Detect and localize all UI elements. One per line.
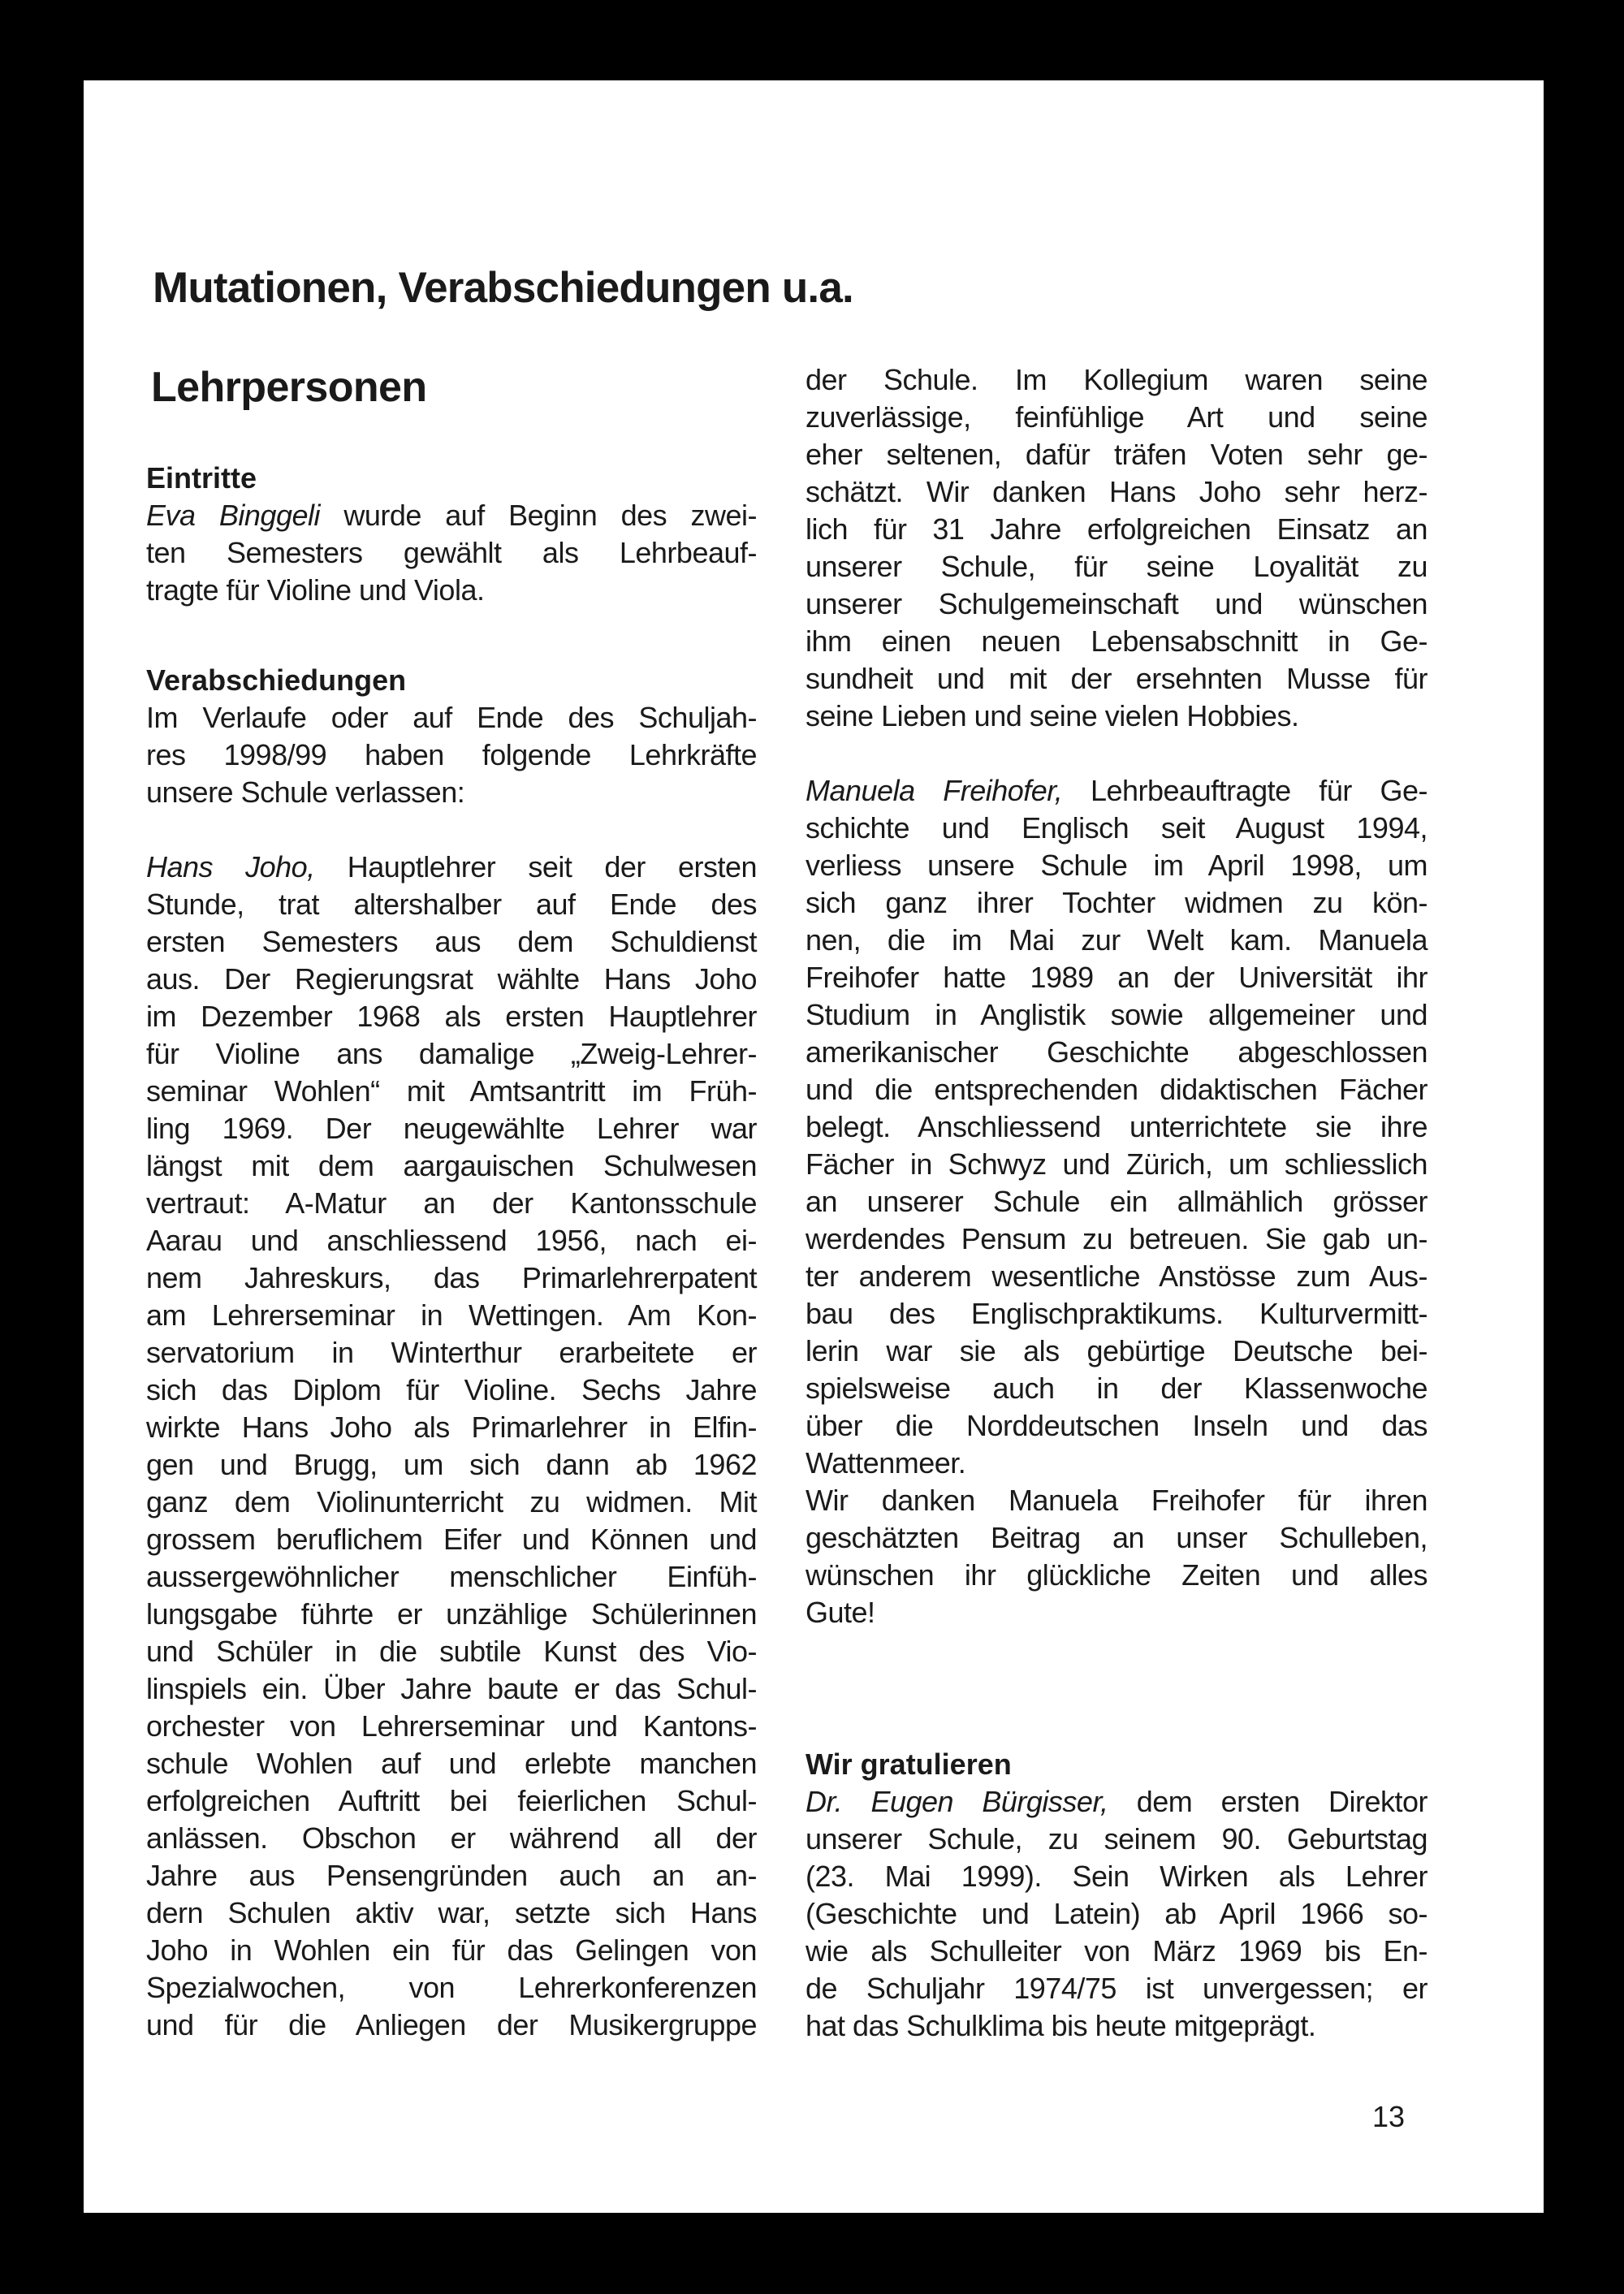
text-line	[806, 399, 1427, 436]
text-line	[806, 1970, 1427, 2007]
line-text: verliess unsere Schule im April 1998, um	[806, 849, 1427, 882]
line-text: de Schuljahr 1974/75 ist unvergessen; er	[806, 1972, 1427, 2005]
text-line	[806, 1858, 1427, 1895]
line-text: und Schüler in die subtile Kunst des Vio-	[146, 1635, 757, 1668]
text-line	[806, 810, 1427, 847]
paragraph	[806, 1482, 1427, 1631]
text-section	[146, 460, 757, 609]
text-line	[146, 1670, 757, 1708]
section-title: Lehrpersonen	[151, 364, 427, 411]
text-line	[146, 1932, 757, 1969]
text-line	[146, 497, 757, 534]
text-line	[146, 534, 757, 572]
line-text: dem ersten Direktor	[1108, 1785, 1427, 1818]
line-text: seine Lieben und seine vielen Hobbies.	[806, 699, 1299, 732]
line-text: aus. Der Regierungsrat wählte Hans Joho	[146, 962, 757, 996]
paragraph	[806, 1783, 1427, 2045]
line-text: wirkte Hans Joho als Primarlehrer in Elfin-	[146, 1411, 757, 1444]
person-name: Eva Binggeli	[146, 499, 320, 532]
text-line	[146, 1110, 757, 1147]
text-line	[806, 1557, 1427, 1594]
text-line	[146, 2007, 757, 2044]
section-heading: Verabschiedungen	[146, 663, 407, 697]
line-text: Gute!	[806, 1596, 875, 1629]
text-line	[146, 1782, 757, 1820]
text-line	[806, 1783, 1427, 1821]
paragraph	[146, 497, 757, 609]
text-line	[146, 1894, 757, 1932]
line-text: eher seltenen, dafür träfen Voten sehr ge-	[806, 438, 1427, 471]
line-text: belegt. Anschliessend unterrichtete sie ihre	[806, 1110, 1427, 1143]
section-heading: Wir gratulieren	[806, 1748, 1012, 1781]
line-text: (Geschichte und Latein) ab April 1966 so-	[806, 1897, 1427, 1930]
text-line	[806, 1445, 1427, 1482]
line-text: Wattenmeer.	[806, 1446, 966, 1480]
text-line	[806, 1821, 1427, 1858]
line-text: lich für 31 Jahre erfolgreichen Einsatz an	[806, 512, 1427, 546]
text-line	[806, 1146, 1427, 1183]
text-section	[806, 1746, 1427, 2045]
line-text: lungsgabe führte er unzählige Schülerinnen	[146, 1597, 757, 1631]
text-line	[146, 1259, 757, 1297]
text-line	[146, 1297, 757, 1334]
line-text: res 1998/99 haben folgende Lehrkräfte	[146, 738, 757, 771]
text-line	[806, 698, 1427, 735]
text-line	[806, 1034, 1427, 1071]
text-line	[806, 623, 1427, 660]
text-section	[146, 662, 757, 2044]
text-line	[806, 1108, 1427, 1146]
text-line	[146, 886, 757, 923]
line-text: Freihofer hatte 1989 an der Universität ihr	[806, 961, 1427, 994]
text-line	[146, 1185, 757, 1222]
text-line	[146, 1857, 757, 1894]
line-text: aussergewöhnlicher menschlicher Einfüh-	[146, 1560, 757, 1593]
text-line	[146, 1633, 757, 1670]
line-text: nem Jahreskurs, das Primarlehrerpatent	[146, 1261, 757, 1294]
text-line	[146, 1334, 757, 1372]
text-line	[146, 737, 757, 774]
text-line	[146, 1969, 757, 2007]
text-line	[806, 847, 1427, 884]
text-line	[146, 1222, 757, 1259]
text-line	[806, 1183, 1427, 1220]
text-line	[146, 699, 757, 737]
person-name: Manuela Freihofer,	[806, 774, 1063, 807]
line-text: wünschen ihr glückliche Zeiten und alles	[806, 1558, 1427, 1592]
text-line	[806, 548, 1427, 585]
line-text: ihm einen neuen Lebensabschnitt in Ge-	[806, 624, 1427, 658]
text-line	[146, 1521, 757, 1558]
text-line	[146, 1596, 757, 1633]
line-text: geschätzten Beitrag an unser Schulleben,	[806, 1521, 1427, 1554]
text-line	[806, 1333, 1427, 1370]
line-text: im Dezember 1968 als ersten Hauptlehrer	[146, 1000, 757, 1033]
text-line	[806, 1071, 1427, 1108]
text-line	[806, 660, 1427, 698]
line-text: linspiels ein. Über Jahre baute er das Schul-	[146, 1672, 757, 1705]
line-text: schichte und Englisch seit August 1994,	[806, 811, 1427, 845]
line-text: gen und Brugg, um sich dann ab 1962	[146, 1448, 757, 1481]
line-text: hat das Schulklima bis heute mitgeprägt.	[806, 2009, 1316, 2042]
text-line	[146, 774, 757, 811]
text-line	[806, 361, 1427, 399]
line-text: ling 1969. Der neugewählte Lehrer war	[146, 1112, 757, 1145]
section-heading: Eintritte	[146, 461, 257, 495]
line-text: bau des Englischpraktikums. Kulturvermitt-	[806, 1297, 1427, 1330]
line-text: Aarau und anschliessend 1956, nach ei-	[146, 1224, 757, 1257]
text-line	[806, 996, 1427, 1034]
text-line	[806, 585, 1427, 623]
text-line	[806, 1482, 1427, 1519]
line-text: Studium in Anglistik sowie allgemeiner und	[806, 998, 1427, 1031]
text-line	[146, 998, 757, 1035]
line-text: unserer Schulgemeinschaft und wünschen	[806, 587, 1427, 620]
line-text: erfolgreichen Auftritt bei feierlichen Schul-	[146, 1784, 757, 1817]
text-line	[146, 1484, 757, 1521]
text-line	[806, 511, 1427, 548]
text-line	[146, 1147, 757, 1185]
text-line	[806, 1370, 1427, 1407]
line-text: ganz dem Violinunterricht zu widmen. Mit	[146, 1485, 757, 1519]
line-text: amerikanischer Geschichte abgeschlossen	[806, 1035, 1427, 1069]
line-text: grossem beruflichem Eifer und Können und	[146, 1523, 757, 1556]
line-text: Hauptlehrer seit der ersten	[314, 850, 758, 883]
text-line	[146, 849, 757, 886]
line-text: Joho in Wohlen ein für das Gelingen von	[146, 1933, 757, 1967]
line-text: werdendes Pensum zu betreuen. Sie gab un-	[806, 1222, 1427, 1255]
line-text: Spezialwochen, von Lehrerkonferenzen	[146, 1971, 757, 2004]
line-text: sich ganz ihrer Tochter widmen zu kön-	[806, 886, 1427, 919]
line-text: ten Semesters gewählt als Lehrbeauf-	[146, 536, 757, 569]
line-text: wie als Schulleiter von März 1969 bis En-	[806, 1934, 1427, 1968]
line-text: unserer Schule, zu seinem 90. Geburtstag	[806, 1822, 1427, 1856]
line-text: über die Norddeutschen Inseln und das	[806, 1409, 1427, 1442]
text-line	[146, 961, 757, 998]
line-text: Lehrbeauftragte für Ge-	[1062, 774, 1427, 807]
paragraph	[146, 849, 757, 2044]
text-line	[806, 1407, 1427, 1445]
line-text: und die entsprechenden didaktischen Fächer	[806, 1073, 1427, 1106]
text-line	[806, 1594, 1427, 1631]
text-line	[806, 1933, 1427, 1970]
line-text: ersten Semesters aus dem Schuldienst	[146, 925, 757, 958]
line-text: nen, die im Mai zur Welt kam. Manuela	[806, 923, 1427, 957]
line-text: anlässen. Obschon er während all der	[146, 1821, 757, 1855]
page-number: 13	[1372, 2100, 1406, 2133]
text-line	[146, 1446, 757, 1484]
text-line	[806, 2007, 1427, 2045]
line-text: orchester von Lehrerseminar und Kantons-	[146, 1709, 757, 1743]
text-line	[806, 959, 1427, 996]
text-line	[146, 572, 757, 609]
text-line	[146, 1708, 757, 1745]
person-name: Hans Joho,	[146, 850, 315, 883]
line-text: unserer Schule, für seine Loyalität zu	[806, 550, 1427, 583]
line-text: servatorium in Winterthur erarbeitete er	[146, 1336, 757, 1369]
text-line	[146, 1372, 757, 1409]
line-text: am Lehrerseminar in Wettingen. Am Kon-	[146, 1298, 757, 1332]
paragraph	[806, 361, 1427, 735]
line-text: Fächer in Schwyz und Zürich, um schliesslich	[806, 1147, 1427, 1181]
line-text: Jahre aus Pensengründen auch an an-	[146, 1859, 757, 1892]
text-line	[806, 772, 1427, 810]
line-text: schule Wohlen auf und erlebte manchen	[146, 1747, 757, 1780]
line-text: an unserer Schule ein allmählich grösser	[806, 1185, 1427, 1218]
line-text: (23. Mai 1999). Sein Wirken als Lehrer	[806, 1860, 1427, 1893]
line-text: schätzt. Wir danken Hans Joho sehr herz-	[806, 475, 1427, 508]
paragraph	[806, 772, 1427, 1482]
text-section	[806, 361, 1427, 1631]
text-line	[146, 923, 757, 961]
text-line	[806, 1895, 1427, 1933]
line-text: und für die Anliegen der Musikergruppe	[146, 2008, 757, 2041]
line-text: sich das Diplom für Violine. Sechs Jahre	[146, 1373, 757, 1406]
line-text: Im Verlaufe oder auf Ende des Schuljah-	[146, 701, 757, 734]
line-text: seminar Wohlen“ mit Amtsantritt im Früh-	[146, 1074, 757, 1108]
line-text: sundheit und mit der ersehnten Musse für	[806, 662, 1427, 695]
text-line	[806, 922, 1427, 959]
text-line	[806, 1220, 1427, 1258]
line-text: wurde auf Beginn des zwei-	[319, 499, 757, 532]
line-text: dern Schulen aktiv war, setzte sich Hans	[146, 1896, 757, 1929]
line-text: lerin war sie als gebürtige Deutsche bei-	[806, 1334, 1427, 1367]
text-line	[146, 1558, 757, 1596]
line-text: für Violine ans damalige „Zweig-Lehrer-	[146, 1037, 757, 1070]
text-line	[146, 1073, 757, 1110]
person-name: Dr. Eugen Bürgisser,	[806, 1785, 1108, 1818]
text-line	[146, 1820, 757, 1857]
line-text: der Schule. Im Kollegium waren seine	[806, 363, 1427, 396]
text-line	[806, 1258, 1427, 1295]
text-line	[806, 1519, 1427, 1557]
line-text: Wir danken Manuela Freihofer für ihren	[806, 1484, 1427, 1517]
line-text: Stunde, trat altershalber auf Ende des	[146, 888, 757, 921]
text-line	[806, 436, 1427, 473]
line-text: längst mit dem aargauischen Schulwesen	[146, 1149, 757, 1182]
text-line	[806, 884, 1427, 922]
line-text: spielsweise auch in der Klassenwoche	[806, 1372, 1427, 1405]
text-line	[146, 1409, 757, 1446]
paragraph	[146, 699, 757, 811]
page-title: Mutationen, Verabschiedungen u.a.	[153, 264, 853, 312]
text-line	[806, 473, 1427, 511]
text-line	[806, 1295, 1427, 1333]
line-text: ter anderem wesentliche Anstösse zum Aus-	[806, 1259, 1427, 1293]
line-text: vertraut: A-Matur an der Kantonsschule	[146, 1186, 757, 1220]
line-text: tragte für Violine und Viola.	[146, 573, 485, 607]
text-line	[146, 1745, 757, 1782]
line-text: unsere Schule verlassen:	[146, 775, 465, 809]
line-text: zuverlässige, feinfühlige Art und seine	[806, 400, 1427, 434]
text-line	[146, 1035, 757, 1073]
